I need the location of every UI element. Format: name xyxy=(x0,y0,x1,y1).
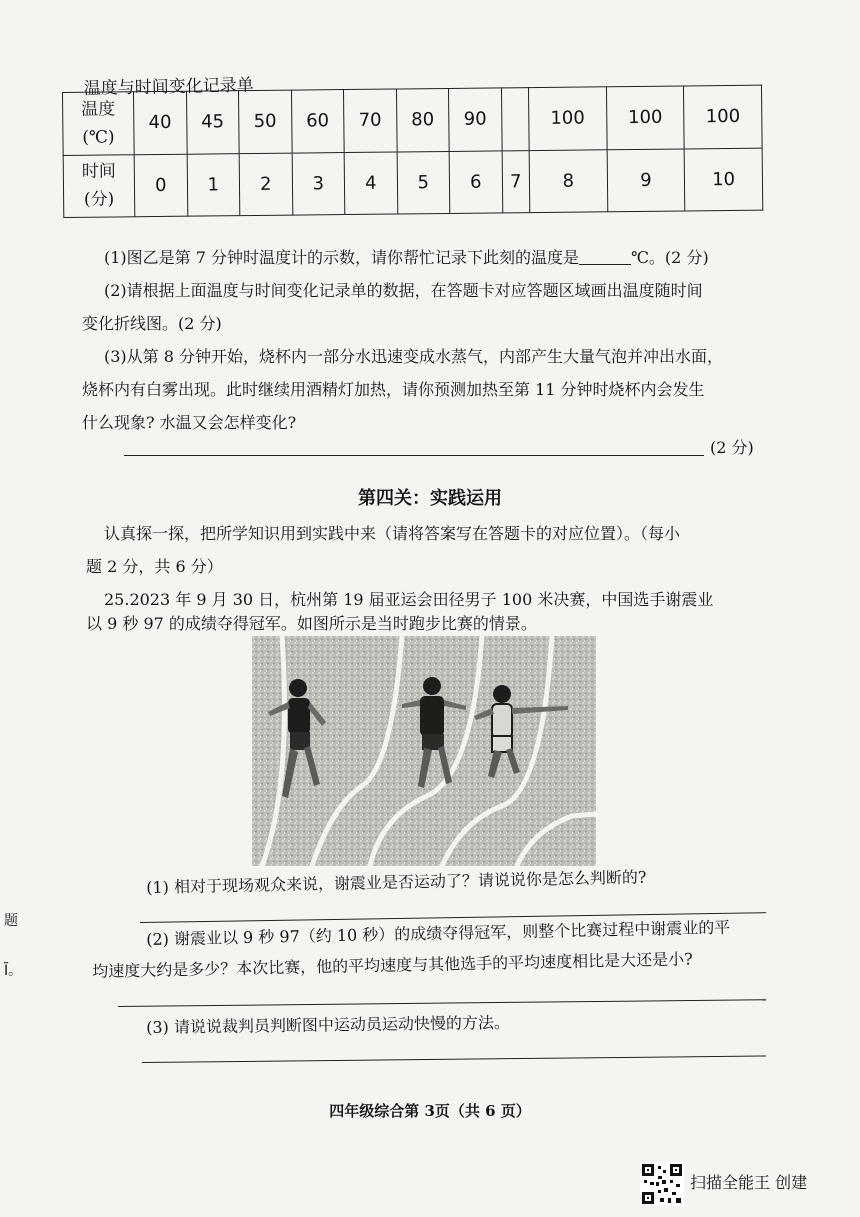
question-3-answer-line xyxy=(124,455,704,456)
question-25-line-2: 以 9 秒 97 的成绩夺得冠军。如图所示是当时跑步比赛的情景。 xyxy=(86,614,537,633)
time-cell: 3 xyxy=(292,152,345,215)
temperature-header xyxy=(63,92,135,155)
table-caption: 温度与时间变化记录单 xyxy=(83,75,254,99)
time-header-unit: (分) xyxy=(83,189,115,211)
temperature-cell: 100 xyxy=(606,86,684,149)
time-cell: 8 xyxy=(529,149,607,212)
qr-code-icon xyxy=(640,1162,684,1206)
temperature-header-unit: (℃) xyxy=(82,127,115,148)
question-3-line-1: (3)从第 8 分钟开始，烧杯内一部分水迅速变成水蒸气，内部产生大量气泡并冲出水面， xyxy=(104,347,724,366)
temperature-cell: 100 xyxy=(528,87,606,150)
temperature-cell: 60 xyxy=(291,90,344,153)
sub-question-3: (3) 请说说裁判员判断图中运动员运动快慢的方法。 xyxy=(146,1012,511,1037)
sub-question-2-answer-line xyxy=(118,999,766,1007)
sub-question-3-answer-line xyxy=(142,1055,766,1063)
sub-question-1: (1) 相对于现场观众来说，谢震业是否运动了？请说说你是怎么判断的? xyxy=(146,867,647,897)
page-footer: 四年级综合第 3页（共 6 页） xyxy=(329,1102,531,1120)
time-header xyxy=(63,154,135,217)
question-1 xyxy=(104,246,709,270)
time-cell: 1 xyxy=(187,153,240,216)
scanner-watermark: 扫描全能王 创建 xyxy=(690,1173,808,1192)
time-cell: 5 xyxy=(397,151,450,214)
question-2-line-2: 变化折线图。(2 分) xyxy=(82,314,222,333)
time-cell: 9 xyxy=(607,148,685,211)
question-3-line-2: 烧杯内有白雾出现。此时继续用酒精灯加热，请你预测加热至第 11 分钟时烧杯内会发生 xyxy=(82,380,705,399)
margin-mark-a: 题 xyxy=(4,913,18,929)
temperature-cell: 90 xyxy=(449,88,502,151)
temperature-cell-blank xyxy=(501,88,529,151)
time-cell: 7 xyxy=(502,150,530,213)
sub-question-2-line-2: 均速度大约是多少？本次比赛，他的平均速度与其他选手的平均速度相比是大还是小? xyxy=(92,949,693,981)
temperature-cell: 45 xyxy=(186,91,239,154)
time-cell: 0 xyxy=(134,154,187,217)
question-1-blank xyxy=(579,248,631,265)
question-3-score: (2 分) xyxy=(710,438,754,457)
temperature-header-label: 温度 xyxy=(81,99,116,120)
margin-mark-b: Ĩ。 xyxy=(4,963,23,979)
time-header-label: 时间 xyxy=(81,161,116,183)
time-cell: 2 xyxy=(239,153,292,216)
temperature-cell: 70 xyxy=(344,89,397,152)
section-intro-line-1: 认真探一探，把所学知识用到实践中来（请将答案写在答题卡的对应位置）。（每小 xyxy=(104,524,681,543)
question-1-text: (1)图乙是第 7 分钟时温度计的示数，请你帮忙记录下此刻的温度是 xyxy=(104,248,580,267)
temperature-cell: 100 xyxy=(684,85,762,148)
time-cell: 4 xyxy=(344,151,397,214)
time-cell: 10 xyxy=(684,148,762,211)
time-row xyxy=(63,148,763,218)
question-1-tail: ℃。(2 分) xyxy=(631,248,709,267)
question-2-line-1: (2)请根据上面温度与时间变化记录单的数据，在答题卡对应答题区域画出温度随时间 xyxy=(104,281,703,300)
time-cell: 6 xyxy=(449,150,502,213)
temperature-row xyxy=(63,85,763,155)
section-intro-line-2: 题 2 分，共 6 分） xyxy=(86,557,223,576)
section-title: 第四关：实践运用 xyxy=(358,488,502,509)
temperature-time-table xyxy=(62,85,763,218)
question-25-line-1: 25.2023 年 9 月 30 日，杭州第 19 届亚运会田径男子 100 米决赛，中国选手谢震业 xyxy=(104,590,714,609)
sub-question-2-line-1: (2) 谢震业以 9 秒 97（约 10 秒）的成绩夺得冠军，则整个比赛过程中谢震业的平 xyxy=(146,917,731,949)
temperature-cell: 80 xyxy=(396,88,449,151)
question-3-line-3: 什么现象? 水温又会怎样变化? xyxy=(82,413,297,432)
temperature-cell: 50 xyxy=(239,90,292,153)
temperature-cell: 40 xyxy=(134,91,187,154)
sprint-race-photo xyxy=(252,636,596,866)
sprint-race-illustration xyxy=(252,636,596,866)
